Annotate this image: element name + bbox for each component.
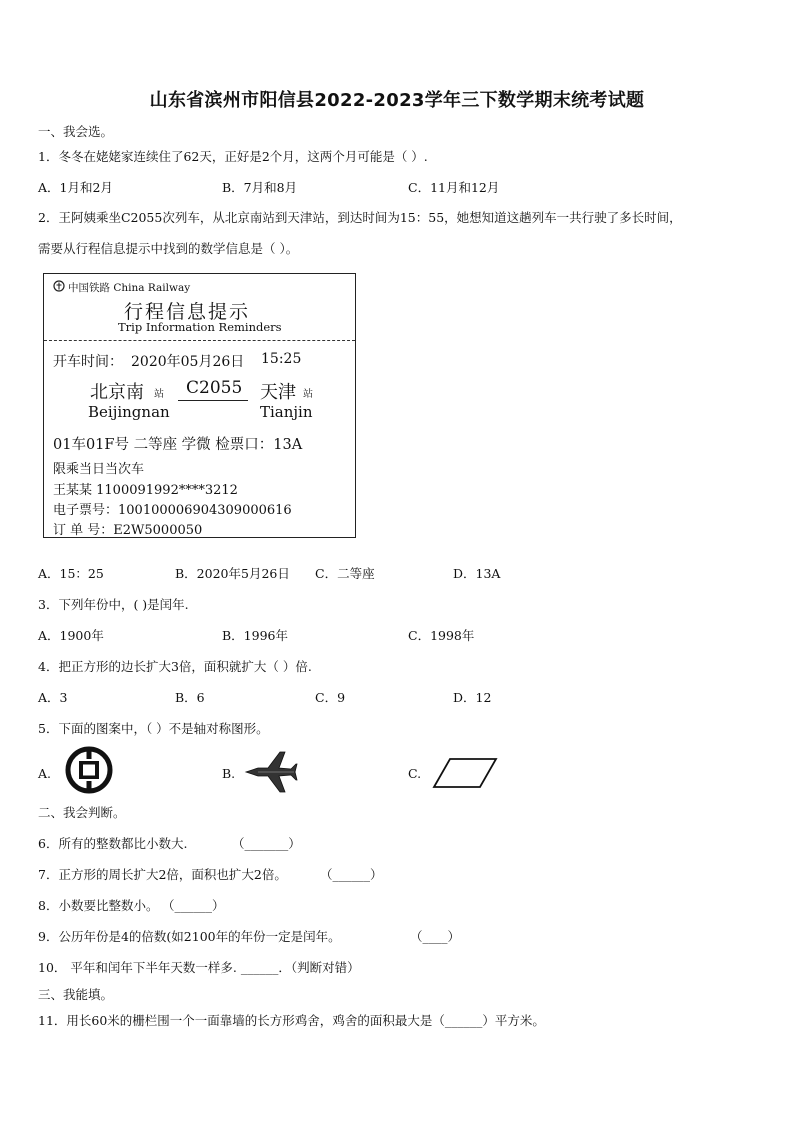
question-1: 1．冬冬在姥姥家连续住了62天，正好是2个月，这两个月可能是（ ）. — [38, 149, 428, 164]
ticket-seat-line: 01车01F号 二等座 学微 检票口：13A — [53, 437, 303, 453]
ticket-passenger: 王某某 1100091992****3212 — [53, 483, 238, 498]
question-6: 6．所有的整数都比小数大. — [38, 836, 188, 851]
page-title: 山东省滨州市阳信县2022-2023学年三下数学期末统考试题 — [149, 90, 645, 111]
ticket-from-en: Beijingnan — [88, 403, 170, 421]
ticket-train-number: C2055 — [186, 378, 243, 398]
q2-option-d[interactable]: D．13A — [453, 566, 501, 581]
q4-option-a[interactable]: A．3 — [38, 690, 68, 705]
q2-option-a[interactable]: A．15：25 — [38, 566, 104, 581]
q3-option-c[interactable]: C．1998年 — [408, 628, 475, 643]
ticket-depart-time: 15:25 — [261, 351, 302, 367]
q1-option-b[interactable]: B．7月和8月 — [222, 180, 298, 195]
q1-option-c[interactable]: C．11月和12月 — [408, 180, 500, 195]
section-heading-fill: 三、我能填。 — [38, 987, 114, 1002]
q5-option-c[interactable]: C. — [408, 766, 422, 781]
question-8: 8．小数要比整数小。 — [38, 898, 159, 913]
trip-ticket-image — [43, 273, 356, 538]
q7-answer-blank[interactable]: （______） — [320, 867, 383, 882]
jet-plane-icon — [244, 750, 298, 797]
q5-option-b[interactable]: B. — [222, 766, 236, 781]
section-heading-judge: 二、我会判断。 — [38, 805, 126, 820]
q5-option-a[interactable]: A. — [38, 766, 52, 781]
ticket-depart-label: 开车时间： — [53, 354, 123, 370]
q8-answer-blank[interactable]: （______） — [162, 898, 225, 913]
question-2-line-2: 需要从行程信息提示中找到的数学信息是（ ）。 — [38, 241, 299, 256]
ticket-brand: 中国铁路 China Railway — [68, 282, 191, 294]
question-2-line-1: 2．王阿姨乘坐C2055次列车，从北京南站到天津站，到达时间为15：55，她想知道这趟列车一共行驶了多长时间， — [38, 210, 682, 225]
ticket-to-station: 天津 — [260, 382, 296, 403]
question-4: 4．把正方形的边长扩大3倍，面积就扩大（ ）倍. — [38, 659, 312, 674]
q6-answer-blank[interactable]: （_______） — [232, 836, 301, 851]
q9-answer-blank[interactable]: （____） — [410, 929, 461, 944]
q4-option-c[interactable]: C．9 — [315, 690, 346, 705]
parallelogram-icon — [432, 756, 498, 793]
ticket-heading-cn: 行程信息提示 — [124, 301, 251, 323]
ticket-divider — [44, 340, 355, 341]
question-11[interactable]: 11．用长60米的栅栏围一个一面靠墙的长方形鸡舍，鸡舍的面积最大是（______）平方米。 — [38, 1013, 545, 1028]
q1-option-a[interactable]: A．1月和2月 — [38, 180, 113, 195]
question-5: 5．下面的图案中，（ ）不是轴对称图形。 — [38, 721, 269, 736]
q3-option-a[interactable]: A．1900年 — [38, 628, 104, 643]
ticket-from-suffix: 站 — [154, 389, 164, 400]
ticket-from-station: 北京南 — [90, 382, 144, 403]
ticket-heading-en: Trip Information Reminders — [118, 320, 282, 334]
ticket-to-en: Tianjin — [260, 403, 313, 421]
q4-option-d[interactable]: D．12 — [453, 690, 492, 705]
ticket-depart-date: 2020年05月26日 — [131, 354, 245, 370]
railway-logo-icon — [53, 280, 65, 295]
question-3: 3．下列年份中，( )是闰年. — [38, 597, 189, 612]
question-9: 9．公历年份是4的倍数(如2100年的年份一定是闰年。 — [38, 929, 341, 944]
q2-option-b[interactable]: B．2020年5月26日 — [175, 566, 290, 581]
q4-option-b[interactable]: B．6 — [175, 690, 205, 705]
ticket-limit: 限乘当日当次车 — [53, 462, 145, 477]
ticket-eticket: 电子票号：100100006904309000616 — [53, 503, 292, 518]
q2-option-c[interactable]: C．二等座 — [315, 566, 375, 581]
ticket-to-suffix: 站 — [303, 389, 313, 400]
question-10[interactable]: 10． 平年和闰年下半年天数一样多. ______．（判断对错） — [38, 960, 360, 975]
section-heading-choice: 一、我会选。 — [38, 124, 114, 139]
q3-option-b[interactable]: B．1996年 — [222, 628, 288, 643]
ticket-train-underline — [178, 400, 248, 401]
ticket-order: 订 单 号：E2W5000050 — [53, 523, 203, 538]
question-7: 7．正方形的周长扩大2倍，面积也扩大2倍。 — [38, 867, 287, 882]
bank-logo-icon — [63, 746, 115, 797]
